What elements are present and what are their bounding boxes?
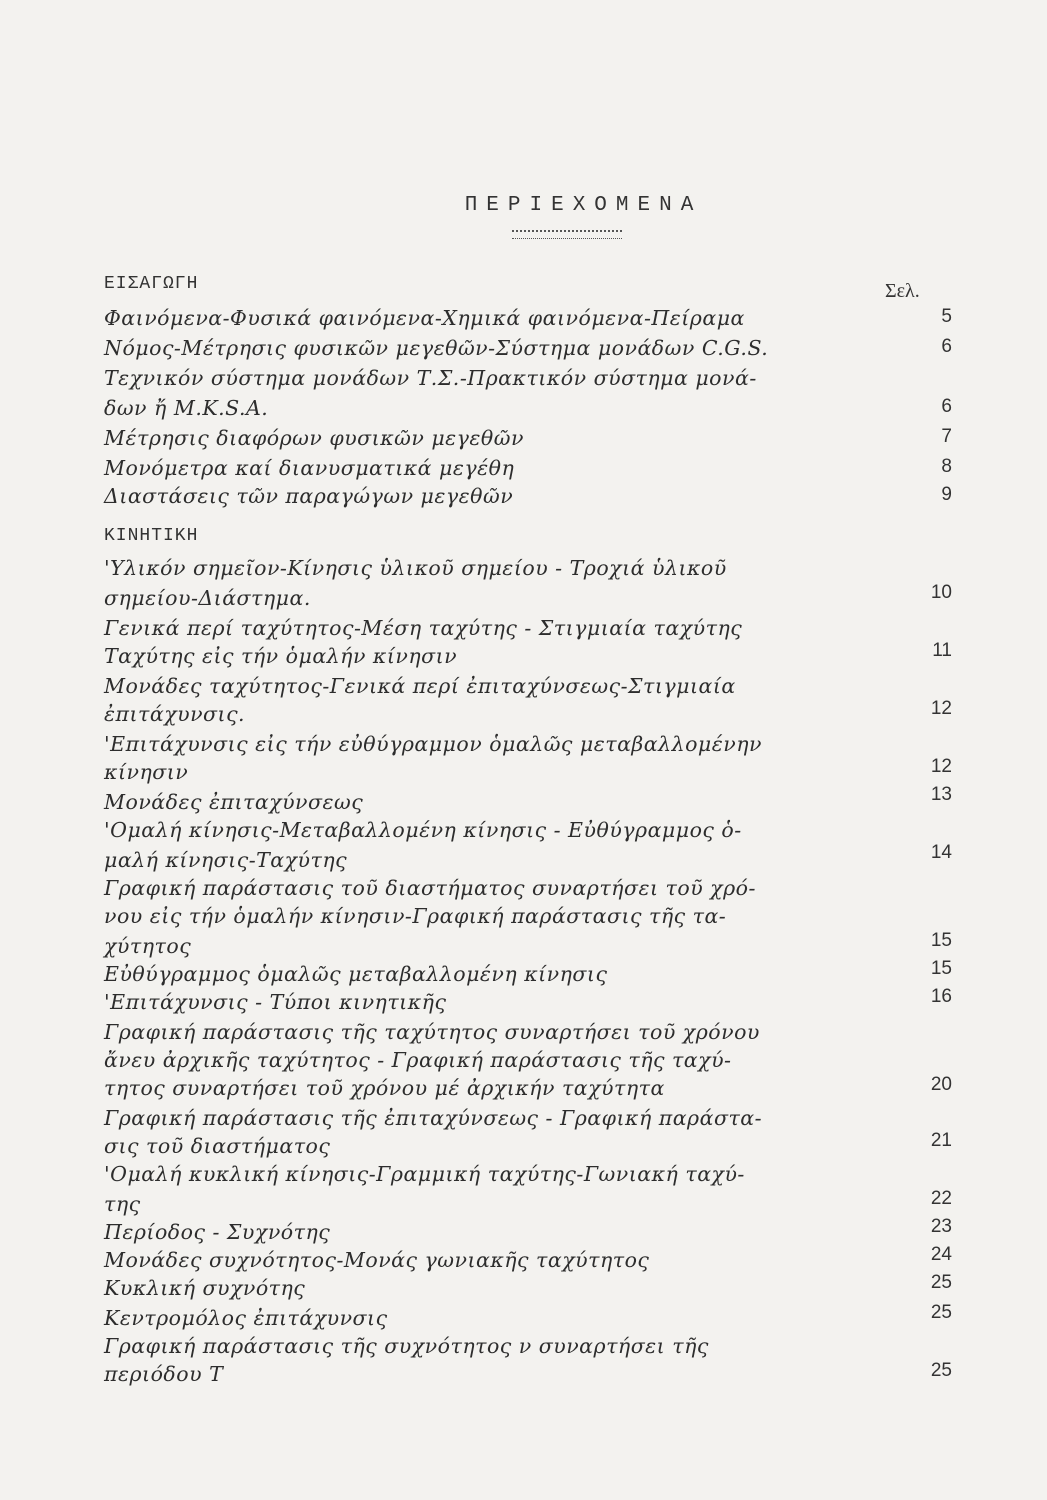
toc-line: Μονάδες ἐπιταχύνσεως	[104, 790, 364, 814]
toc-line: Περίοδος - Συχνότης	[104, 1220, 331, 1244]
toc-page-number: 9	[941, 484, 952, 505]
toc-line: Μονόμετρα καί διανυσματικά μεγέθη	[104, 456, 515, 480]
toc-line: νου εἰς τήν ὁμαλήν κίνησιν-Γραφική παράστασις τῆς τα-	[104, 904, 727, 928]
toc-page-number: 6	[941, 336, 952, 357]
toc-page-number: 15	[930, 930, 952, 951]
toc-line: σις τοῦ διαστήματος	[104, 1134, 331, 1158]
toc-line: Ταχύτης εἰς τήν ὁμαλήν κίνησιν	[104, 644, 458, 668]
toc-page-number: 25	[930, 1302, 952, 1323]
toc-line: περιόδου Τ	[104, 1362, 224, 1386]
toc-line: ἄνευ ἀρχικῆς ταχύτητος - Γραφική παράστασις τῆς ταχύ-	[104, 1048, 732, 1072]
page-title: ΠΕΡΙΕΧΟΜΕΝΑ	[464, 194, 703, 217]
toc-line: Γραφική παράστασις τῆς συχνότητος ν συναρτήσει τῆς	[104, 1334, 709, 1358]
toc-line: κίνησιν	[104, 760, 189, 784]
title-underline	[512, 230, 622, 239]
toc-line: 'Επιτάχυνσις - Τύποι κινητικῆς	[104, 990, 447, 1014]
toc-line: 'Επιτάχυνσις εἰς τήν εὐθύγραμμον ὁμαλῶς μεταβαλλομένην	[104, 732, 762, 756]
toc-page-number: 7	[941, 426, 952, 447]
toc-page-number: 15	[930, 958, 952, 979]
toc-line: Εὐθύγραμμος ὁμαλῶς μεταβαλλομένη κίνησις	[104, 962, 608, 986]
toc-line: ἐπιτάχυνσις.	[104, 702, 246, 726]
toc-line: μαλή κίνησις-Ταχύτης	[104, 848, 348, 872]
toc-page-number: 22	[930, 1188, 952, 1209]
section-heading-introduction: ΕΙΣΑΓΩΓΗ	[104, 274, 199, 294]
toc-line: Διαστάσεις τῶν παραγώγων μεγεθῶν	[104, 484, 514, 508]
toc-line: Μέτρησις διαφόρων φυσικῶν μεγεθῶν	[104, 426, 524, 450]
toc-line: σημείου-Διάστημα.	[104, 586, 311, 610]
toc-page-number: 14	[930, 842, 952, 863]
toc-line: Γραφική παράστασις τῆς ταχύτητος συναρτήσει τοῦ χρόνου	[104, 1020, 760, 1044]
toc-page-number: 12	[930, 698, 952, 719]
toc-line: Γενικά περί ταχύτητος-Μέση ταχύτης - Στιγμιαία ταχύτης	[104, 616, 743, 640]
toc-page-number: 12	[930, 756, 952, 777]
toc-page-number: 23	[930, 1216, 952, 1237]
toc-page-number: 5	[941, 306, 952, 327]
toc-line: 'Ομαλή κυκλική κίνησις-Γραμμική ταχύτης-Γωνιακή ταχύ-	[104, 1162, 745, 1186]
toc-line: τητος συναρτήσει τοῦ χρόνου μέ ἀρχικήν ταχύτητα	[104, 1076, 665, 1100]
toc-page-number: 25	[930, 1360, 952, 1381]
toc-line: Μονάδες συχνότητος-Μονάς γωνιακῆς ταχύτητος	[104, 1248, 650, 1272]
toc-line: Μονάδες ταχύτητος-Γενικά περί ἐπιταχύνσεως-Στιγμιαία	[104, 674, 736, 698]
toc-line: Φαινόμενα-Φυσικά φαινόμενα-Χημικά φαινόμενα-Πείραμα	[104, 306, 745, 330]
toc-line: Γραφική παράστασις τῆς ἐπιταχύνσεως - Γραφική παράστα-	[104, 1106, 763, 1130]
toc-page-number: 24	[930, 1244, 952, 1265]
toc-line: Γραφική παράστασις τοῦ διαστήματος συναρτήσει τοῦ χρό-	[104, 876, 756, 900]
toc-page-number: 10	[930, 582, 952, 603]
toc-line: της	[104, 1192, 141, 1216]
section-heading-kinetics: ΚΙΝΗΤΙΚΗ	[104, 526, 199, 546]
toc-page-number: 11	[932, 640, 952, 661]
toc-page-number: 21	[930, 1130, 952, 1151]
toc-page-number: 16	[930, 986, 952, 1007]
toc-line: 'Υλικόν σημεῖον-Κίνησις ὑλικοῦ σημείου - Τροχιά ὑλικοῦ	[104, 556, 727, 580]
toc-line: 'Ομαλή κίνησις-Μεταβαλλομένη κίνησις - Εὐθύγραμμος ὁ-	[104, 818, 742, 842]
toc-line: Νόμος-Μέτρησις φυσικῶν μεγεθῶν-Σύστημα μονάδων C.G.S.	[104, 336, 769, 360]
toc-page-number: 8	[941, 456, 952, 477]
toc-line: Κεντρομόλος ἐπιτάχυνσις	[104, 1306, 388, 1330]
toc-page-number: 6	[941, 396, 952, 417]
toc-line: Κυκλική συχνότης	[104, 1276, 306, 1300]
toc-line: χύτητος	[104, 934, 192, 958]
toc-page-number: 20	[930, 1074, 952, 1095]
toc-line: δων ἤ M.K.S.A.	[104, 396, 269, 420]
toc-line: Τεχνικόν σύστημα μονάδων Τ.Σ.-Πρακτικόν σύστημα μονά-	[104, 366, 757, 390]
toc-page-number: 13	[930, 784, 952, 805]
toc-page-number: 25	[930, 1272, 952, 1293]
page-column-label: Σελ.	[885, 280, 920, 302]
